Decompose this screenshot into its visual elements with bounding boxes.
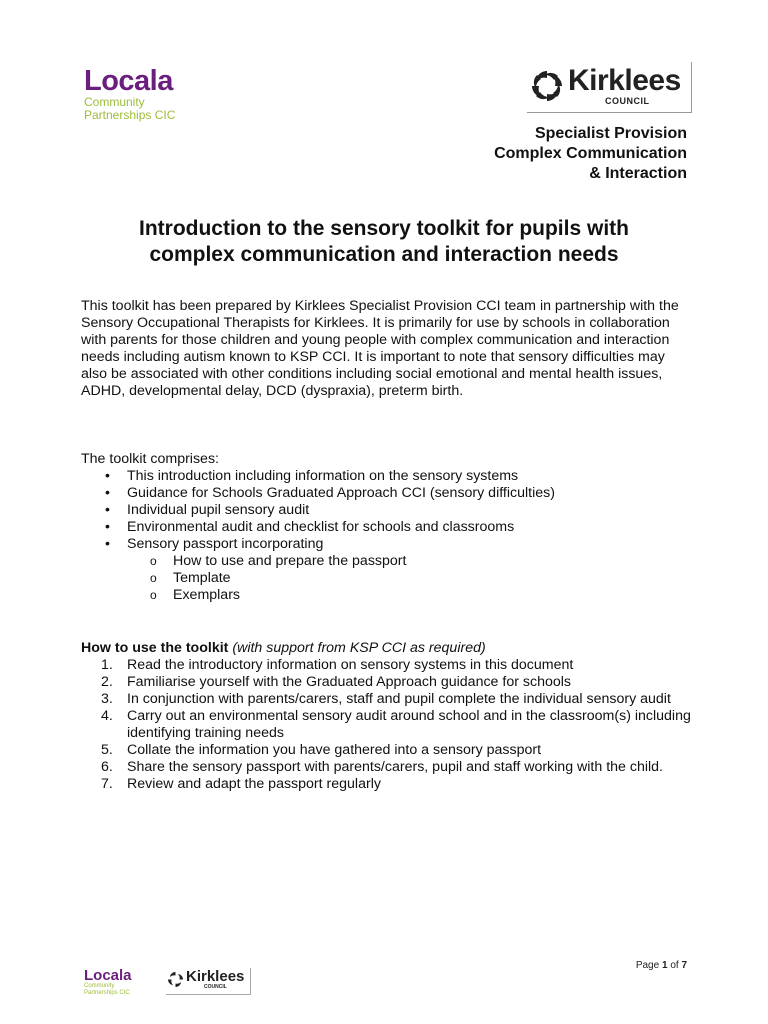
locala-wordmark: Locala: [84, 65, 173, 97]
howto-steps: [81, 657, 691, 793]
page-number: Page 1 of 7: [635, 960, 687, 971]
comprises-list: [81, 468, 691, 604]
kirklees-logo: [527, 62, 692, 113]
footer-kirklees-logo: Kirklees COUNCIL: [166, 968, 251, 995]
sub-list-item: o Exemplars: [150, 587, 241, 603]
toolkit-contents: [81, 451, 691, 604]
department-line-2: Complex Communication: [494, 145, 687, 162]
list-item: • This introduction including information on the sensory systems: [105, 468, 519, 484]
kirklees-swirl-icon: [167, 971, 184, 988]
list-item: • Sensory passport incorporating: [105, 536, 324, 552]
footer-locala-logo: Locala Community Partnerships CIC: [84, 967, 132, 996]
step-item: 4. Carry out an environmental sensory audit around school and in the classroom(s) including identifying training needs: [101, 708, 691, 741]
kirklees-wordmark: Kirklees: [568, 64, 681, 97]
title-line-1: Introduction to the sensory toolkit for pupils with: [139, 217, 629, 240]
sub-list-item: o How to use and prepare the passport: [150, 553, 407, 569]
department-line-3: & Interaction: [589, 165, 687, 182]
department-heading: [494, 124, 687, 184]
how-to-use-section: [81, 640, 691, 793]
step-item: 2. Familiarise yourself with the Graduated Approach guidance for schools: [101, 674, 571, 690]
list-item: • Guidance for Schools Graduated Approach CCI (sensory difficulties): [105, 485, 555, 501]
title-line-2: complex communication and interaction needs: [149, 243, 619, 266]
kirklees-swirl-icon: [530, 69, 564, 103]
sub-list-item: o Template: [150, 570, 231, 586]
kirklees-council-label: COUNCIL: [605, 96, 650, 106]
howto-heading: [81, 640, 691, 657]
step-item: 1. Read the introductory information on sensory systems in this document: [101, 657, 574, 673]
step-item: 3. In conjunction with parents/carers, staff and pupil complete the individual sensory audit: [101, 691, 671, 707]
list-item: • Environmental audit and checklist for schools and classrooms: [105, 519, 515, 535]
department-line-1: Specialist Provision: [534, 125, 687, 142]
step-item: 5. Collate the information you have gathered into a sensory passport: [101, 742, 542, 758]
howto-heading-italic: (with support from KSP CCI as required): [232, 640, 486, 656]
comprises-heading: The toolkit comprises:: [81, 451, 219, 467]
locala-tagline-2: Partnerships CIC: [84, 108, 176, 122]
locala-tagline-1: Community: [84, 95, 145, 109]
list-item: • Individual pupil sensory audit: [105, 502, 310, 518]
intro-paragraph: This toolkit has been prepared by Kirklees Specialist Provision CCI team in partnership with the Sensory Occupational Therapists for Kirklees. It is primarily for use by schools in collaboration with parents for those children and young people with complex communication and interaction needs including autism known to KSP CCI. It is important to note that sensory difficulties may also be associated with other conditions including social emotional and mental health issues, ADHD, developmental delay, DCD (dyspraxia), preterm birth.: [81, 298, 679, 399]
document-title: [0, 216, 768, 268]
step-item: 6. Share the sensory passport with parents/carers, pupil and staff working with the child.: [101, 759, 663, 775]
step-item: 7. Review and adapt the passport regularly: [101, 776, 381, 792]
howto-heading-bold: How to use the toolkit: [81, 640, 229, 656]
locala-logo: [84, 66, 175, 122]
